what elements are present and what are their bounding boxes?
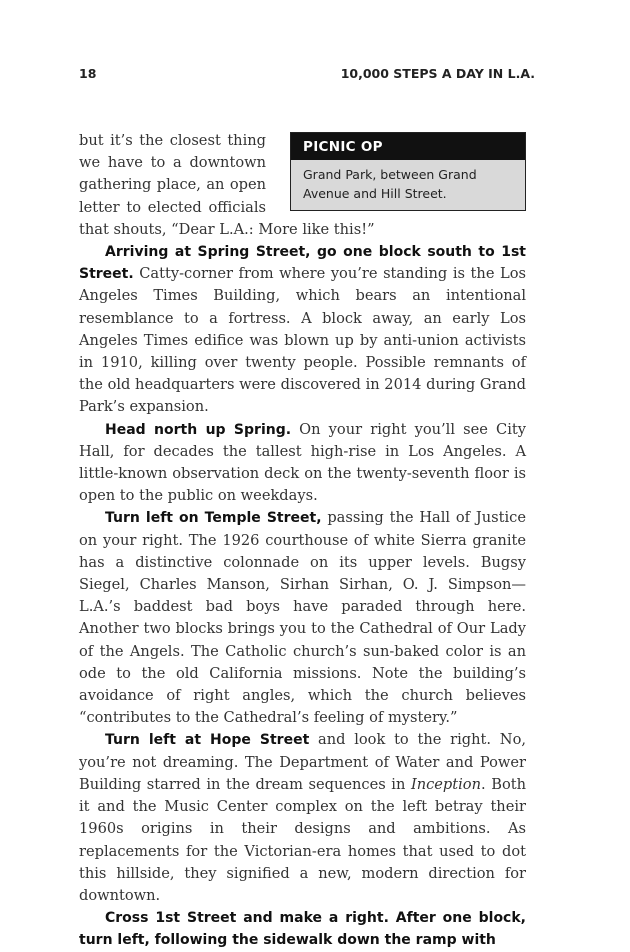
sidebar-heading: PICNIC OP [291, 133, 525, 160]
paragraph-5 [79, 729, 526, 907]
picnic-op-sidebar [290, 132, 526, 211]
running-title: 10,000 STEPS A DAY IN L.A. [340, 66, 535, 81]
page-number: 18 [79, 66, 97, 81]
paragraph-3 [79, 419, 526, 508]
paragraph-5-text-a: and look to the right. No, you’re not dreaming. The Department of Water and Power Building starred in the dream sequences in [79, 731, 526, 793]
paragraph-5-italic: Inception [410, 775, 481, 793]
paragraph-3-lead: Head north up Spring. [105, 421, 292, 438]
paragraph-4-lead: Turn left on Temple Street, [105, 510, 322, 527]
paragraph-5-text-b: . Both it and the Music Center complex on the left betray their 1960s origins in their designs and ambitions. As replacements for the Victorian-era homes that used to dot this hillside, they signified a new, modern direction for downtown. [79, 775, 526, 904]
paragraph-1-text: but it’s the closest thing we have to a downtown gathering place, an open letter to elected officials that shouts, “Dear L.A.: More like this!” [79, 132, 375, 238]
paragraph-5-lead: Turn left at Hope Street [105, 732, 310, 749]
paragraph-6-lead: Cross 1st Street and make a right. After one block, turn left, following the sidewalk down the ramp with [79, 910, 526, 949]
sidebar-text: Grand Park, between Grand Avenue and Hill Street. [303, 167, 477, 202]
running-header [79, 66, 535, 86]
paragraph-2 [79, 241, 526, 419]
paragraph-4-text: passing the Hall of Justice on your right. The 1926 courthouse of white Sierra granite has a distinctive colonnade on its upper levels. Bugsy Siegel, Charles Manson, Sirhan Sirhan, O. J. Simpson—L.A.’s baddest bad boys have paraded through here. Another two blocks brings you to the Cathedral of Our Lady of the Angels. The Catholic church’s sun-baked color is an ode to the old California missions. Note the building’s avoidance of right angles, which the church believes “contributes to the Cathedral’s feeling of mystery.” [79, 509, 526, 727]
paragraph-2-lead: Arriving at Spring Street, go one block south to 1st Street. [79, 244, 526, 283]
body-text [79, 130, 526, 952]
paragraph-2-text: Catty-corner from where you’re standing is the Los Angeles Times Building, which bears an intentional resemblance to a fortress. A block away, an early Los Angeles Times edifice was blown up by anti-union activists in 1910, killing over twenty people. Possible remnants of the old headquarters were discovered in 2014 during Grand Park’s expansion. [79, 265, 526, 416]
paragraph-4 [79, 507, 526, 729]
paragraph-3-text: On your right you’ll see City Hall, for decades the tallest high-rise in Los Angeles. A little-known observation deck on the twenty-seventh floor is open to the public on weekdays. [79, 420, 526, 505]
